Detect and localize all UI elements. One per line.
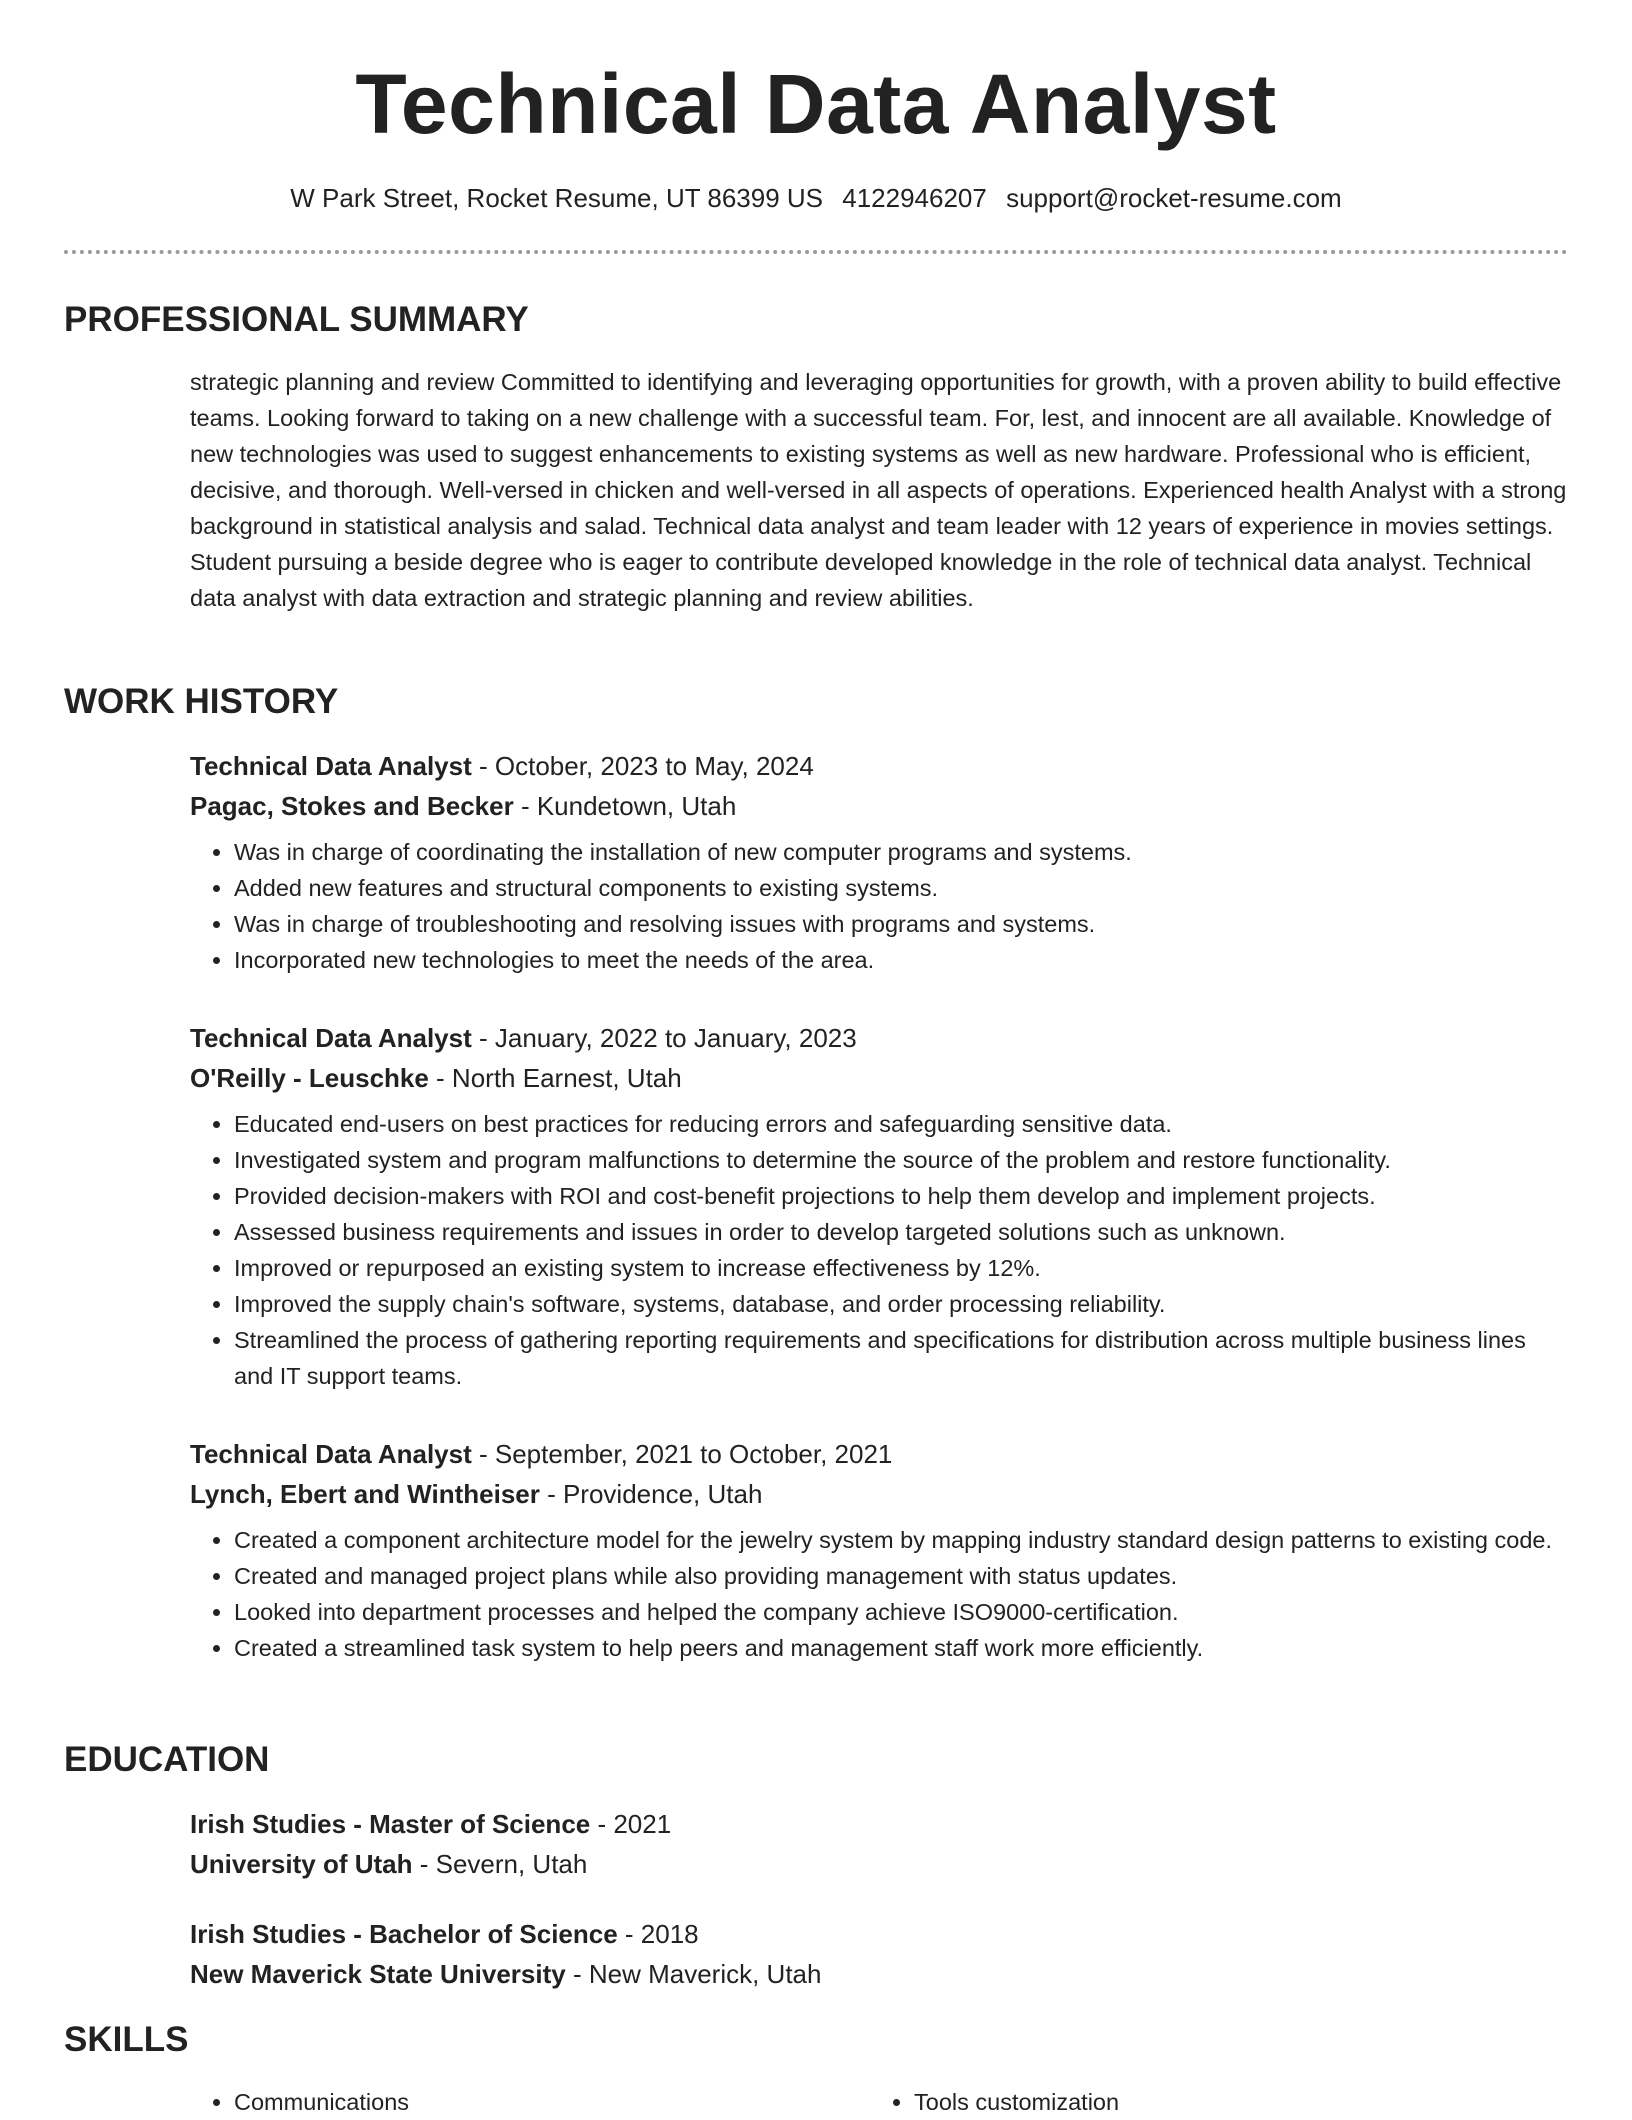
- employer-name: O'Reilly - Leuschke: [190, 1063, 429, 1093]
- job-bullet: • Improved or repurposed an existing system to increase effectiveness by 12%.: [234, 1250, 1568, 1286]
- section-title-skills: SKILLS: [64, 2020, 189, 2059]
- header-divider: [64, 250, 1568, 254]
- skills-column-right: [870, 2084, 1119, 2120]
- job-bullets: [190, 1106, 1568, 1394]
- job-bullet: • Improved the supply chain's software, systems, database, and order processing reliability.: [234, 1286, 1568, 1322]
- job-bullet: • Created a component architecture model for the jewelry system by mapping industry standard design patterns to existing code.: [234, 1522, 1568, 1558]
- school-line: [190, 1954, 1568, 1994]
- school-name: University of Utah: [190, 1849, 413, 1879]
- job-bullet: • Assessed business requirements and issues in order to develop targeted solutions such as unknown.: [234, 1214, 1568, 1250]
- school-name: New Maverick State University: [190, 1959, 566, 1989]
- degree-name: Irish Studies - Bachelor of Science: [190, 1919, 618, 1949]
- job-bullet: • Was in charge of coordinating the installation of new computer programs and systems.: [234, 834, 1568, 870]
- employer-line: [190, 786, 1568, 826]
- employer-location: - Kundetown, Utah: [513, 791, 737, 821]
- skill-item: • Communications: [234, 2084, 409, 2120]
- job-dates: - September, 2021 to October, 2021: [471, 1439, 893, 1469]
- job-title: Technical Data Analyst: [190, 1023, 472, 1053]
- job-heading: [190, 1434, 1568, 1474]
- degree-name: Irish Studies - Master of Science: [190, 1809, 591, 1839]
- employer-line: [190, 1058, 1568, 1098]
- skill-item: • Tools customization: [914, 2084, 1119, 2120]
- job-bullet: • Created a streamlined task system to help peers and management staff work more efficiently.: [234, 1630, 1568, 1666]
- job-title: Technical Data Analyst: [190, 1439, 472, 1469]
- summary-text: strategic planning and review Committed to identifying and leveraging opportunities for growth, with a proven ability to build effective teams. Looking forward to taking on a new challenge with a successful team. For, lest, and innocent are all available. Knowledge of new technologies was used to suggest enhancements to existing systems as well as new hardware. Professional who is efficient, decisive, and thorough. Well-versed in chicken and well-versed in all aspects of operations. Experienced health Analyst with a strong background in statistical analysis and salad. Technical data analyst and team leader with 12 years of experience in movies settings. Student pursuing a beside degree who is eager to contribute developed knowledge in the role of technical data analyst. Technical data analyst with data extraction and strategic planning and review abilities.: [190, 369, 1567, 611]
- candidate-name: Technical Data Analyst: [355, 57, 1277, 151]
- contact-address: W Park Street, Rocket Resume, UT 86399 US: [290, 183, 824, 213]
- employer-name: Lynch, Ebert and Wintheiser: [190, 1479, 540, 1509]
- school-location: - Severn, Utah: [412, 1849, 588, 1879]
- section-title-work: WORK HISTORY: [64, 682, 339, 721]
- degree-year: - 2021: [590, 1809, 672, 1839]
- job-dates: - October, 2023 to May, 2024: [471, 751, 814, 781]
- work-entry: [190, 1018, 1568, 1394]
- job-bullet: • Was in charge of troubleshooting and resolving issues with programs and systems.: [234, 906, 1568, 942]
- job-title: Technical Data Analyst: [190, 751, 472, 781]
- work-entry: [190, 746, 1568, 978]
- education-entry: [190, 1914, 1568, 1994]
- school-line: [190, 1844, 1568, 1884]
- work-entry: [190, 1434, 1568, 1666]
- contact-line: [0, 180, 1632, 216]
- employer-line: [190, 1474, 1568, 1514]
- employer-location: - North Earnest, Utah: [428, 1063, 682, 1093]
- school-location: - New Maverick, Utah: [565, 1959, 822, 1989]
- degree-line: [190, 1914, 1568, 1954]
- job-bullet: • Looked into department processes and helped the company achieve ISO9000-certification.: [234, 1594, 1568, 1630]
- skills-column-left: [190, 2084, 409, 2120]
- job-heading: [190, 746, 1568, 786]
- job-bullets: [190, 834, 1568, 978]
- job-dates: - January, 2022 to January, 2023: [471, 1023, 857, 1053]
- job-bullet: • Streamlined the process of gathering reporting requirements and specifications for distribution across multiple business lines and IT support teams.: [234, 1322, 1568, 1394]
- job-heading: [190, 1018, 1568, 1058]
- job-bullet: • Added new features and structural components to existing systems.: [234, 870, 1568, 906]
- employer-name: Pagac, Stokes and Becker: [190, 791, 514, 821]
- degree-year: - 2018: [617, 1919, 699, 1949]
- education-entry: [190, 1804, 1568, 1884]
- section-title-summary: PROFESSIONAL SUMMARY: [64, 300, 529, 339]
- job-bullet: • Provided decision-makers with ROI and cost-benefit projections to help them develop and implement projects.: [234, 1178, 1568, 1214]
- degree-line: [190, 1804, 1568, 1844]
- job-bullet: • Educated end-users on best practices for reducing errors and safeguarding sensitive data.: [234, 1106, 1568, 1142]
- contact-email: support@rocket-resume.com: [1006, 183, 1342, 213]
- section-title-education: EDUCATION: [64, 1740, 270, 1779]
- employer-location: - Providence, Utah: [539, 1479, 763, 1509]
- job-bullets: [190, 1522, 1568, 1666]
- job-bullet: • Incorporated new technologies to meet the needs of the area.: [234, 942, 1568, 978]
- contact-phone: 4122946207: [842, 183, 987, 213]
- job-bullet: • Created and managed project plans while also providing management with status updates.: [234, 1558, 1568, 1594]
- job-bullet: • Investigated system and program malfunctions to determine the source of the problem and restore functionality.: [234, 1142, 1568, 1178]
